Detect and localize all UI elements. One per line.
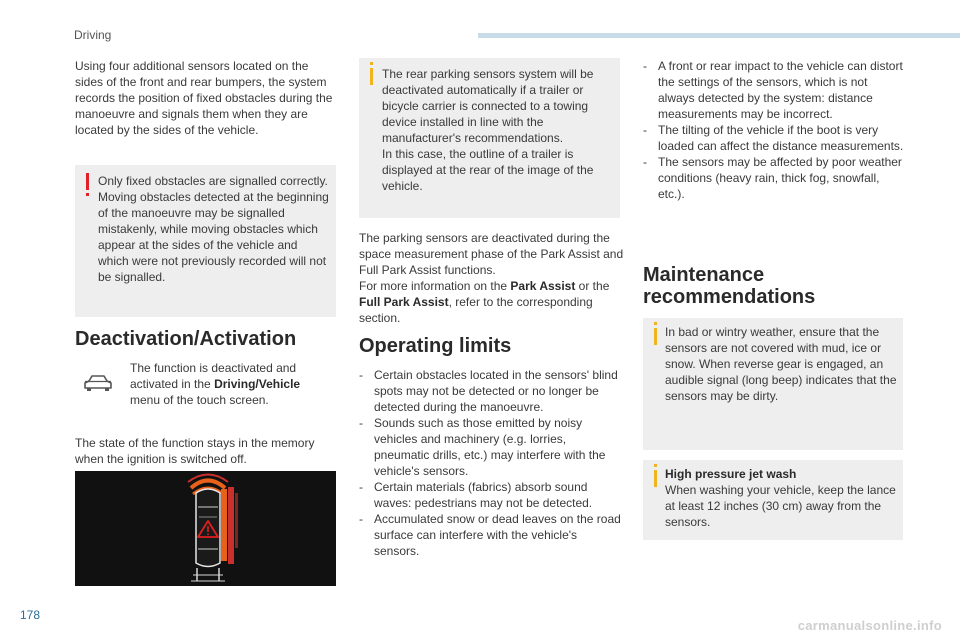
memory-paragraph: The state of the function stays in the memory when the ignition is switched off. xyxy=(75,436,315,466)
list-item: - Certain obstacles located in the sensors' blind spots may not be detected or no longer be detected during the manoeuvre. xyxy=(359,368,618,414)
list-item: - The tilting of the vehicle if the boot is very loaded can affect the distance measurements. xyxy=(643,123,904,153)
function-paragraph: The function is deactivated and activated in the Driving/Vehicle menu of the touch screen. xyxy=(130,361,301,407)
warning-text: Only fixed obstacles are signalled correctly. Moving obstacles detected at the beginning of the manoeuvre may be signalled mistakenly, while moving obstacles which appear at the sides of the vehicle and which were not previously recorded will not be signalled. xyxy=(98,174,329,284)
exclamation-mark-icon xyxy=(86,173,89,190)
trailer-info-text: The rear parking sensors system will be deactivated automatically if a trailer or bicycle carrier is connected to a towing device installed in line with the manufacturer's recommendations. In this case, the outline of a trailer is displayed at the rear of the image of the vehicle. xyxy=(382,67,594,193)
list-item: - Accumulated snow or dead leaves on the road surface can interfere with the vehicle's sensors. xyxy=(359,512,621,558)
header-bar xyxy=(478,33,960,38)
page-number: 178 xyxy=(20,608,41,622)
jet-wash-info-text: High pressure jet wash When washing your vehicle, keep the lance at least 12 inches (30 cm) away from the sensors. xyxy=(665,467,896,529)
trailer-info-box xyxy=(359,58,620,218)
deactivation-heading: Deactivation/Activation xyxy=(75,328,297,350)
operating-limits-list xyxy=(359,367,621,559)
list-item: - Certain materials (fabrics) absorb sound waves: pedestrians may not be detected. xyxy=(359,480,593,510)
warning-box xyxy=(75,165,336,317)
intro-paragraph: Using four additional sensors located on the sides of the front and rear bumpers, the system records the position of fixed obstacles during the manoeuvre and signals them when they are located by the sides of the vehicle. xyxy=(75,59,333,137)
operating-limits-list-continued xyxy=(643,58,905,202)
section-title: Driving xyxy=(74,28,112,42)
maintenance-heading: Maintenance recommendations xyxy=(643,264,816,308)
watermark: carmanualsonline.info xyxy=(797,618,942,633)
list-item: - A front or rear impact to the vehicle can distort the settings of the sensors, which is not always detected by the system: distance measurements may be incorrect. xyxy=(643,59,903,121)
list-item: - Sounds such as those emitted by noisy vehicles and machinery (e.g. lorries, pneumatic drills, etc.) may interfere with the vehicle's sensors. xyxy=(359,416,606,478)
operating-limits-heading: Operating limits xyxy=(359,335,512,357)
maintenance-info-text: In bad or wintry weather, ensure that the sensors are not covered with mud, ice or snow. When reverse gear is engaged, an audible signal (long beep) indicates that the sensors may be dirty. xyxy=(665,325,897,403)
list-item: - The sensors may be affected by poor weather conditions (heavy rain, thick fog, snowfall, etc.). xyxy=(643,155,902,201)
info-marker-icon xyxy=(654,470,657,487)
park-assist-paragraph: The parking sensors are deactivated during the space measurement phase of the Park Assist and Full Park Assist functions. For more information on the Park Assist or the Full Park Assist, refer to the corresponding section. xyxy=(359,231,624,325)
info-marker-icon xyxy=(370,68,373,85)
info-marker-icon xyxy=(654,328,657,345)
maintenance-info-box xyxy=(643,318,903,450)
parking-sensor-illustration xyxy=(75,471,336,586)
jet-wash-info-box xyxy=(643,460,903,540)
car-outline-icon xyxy=(82,371,114,395)
sensor-display-image xyxy=(75,471,336,586)
